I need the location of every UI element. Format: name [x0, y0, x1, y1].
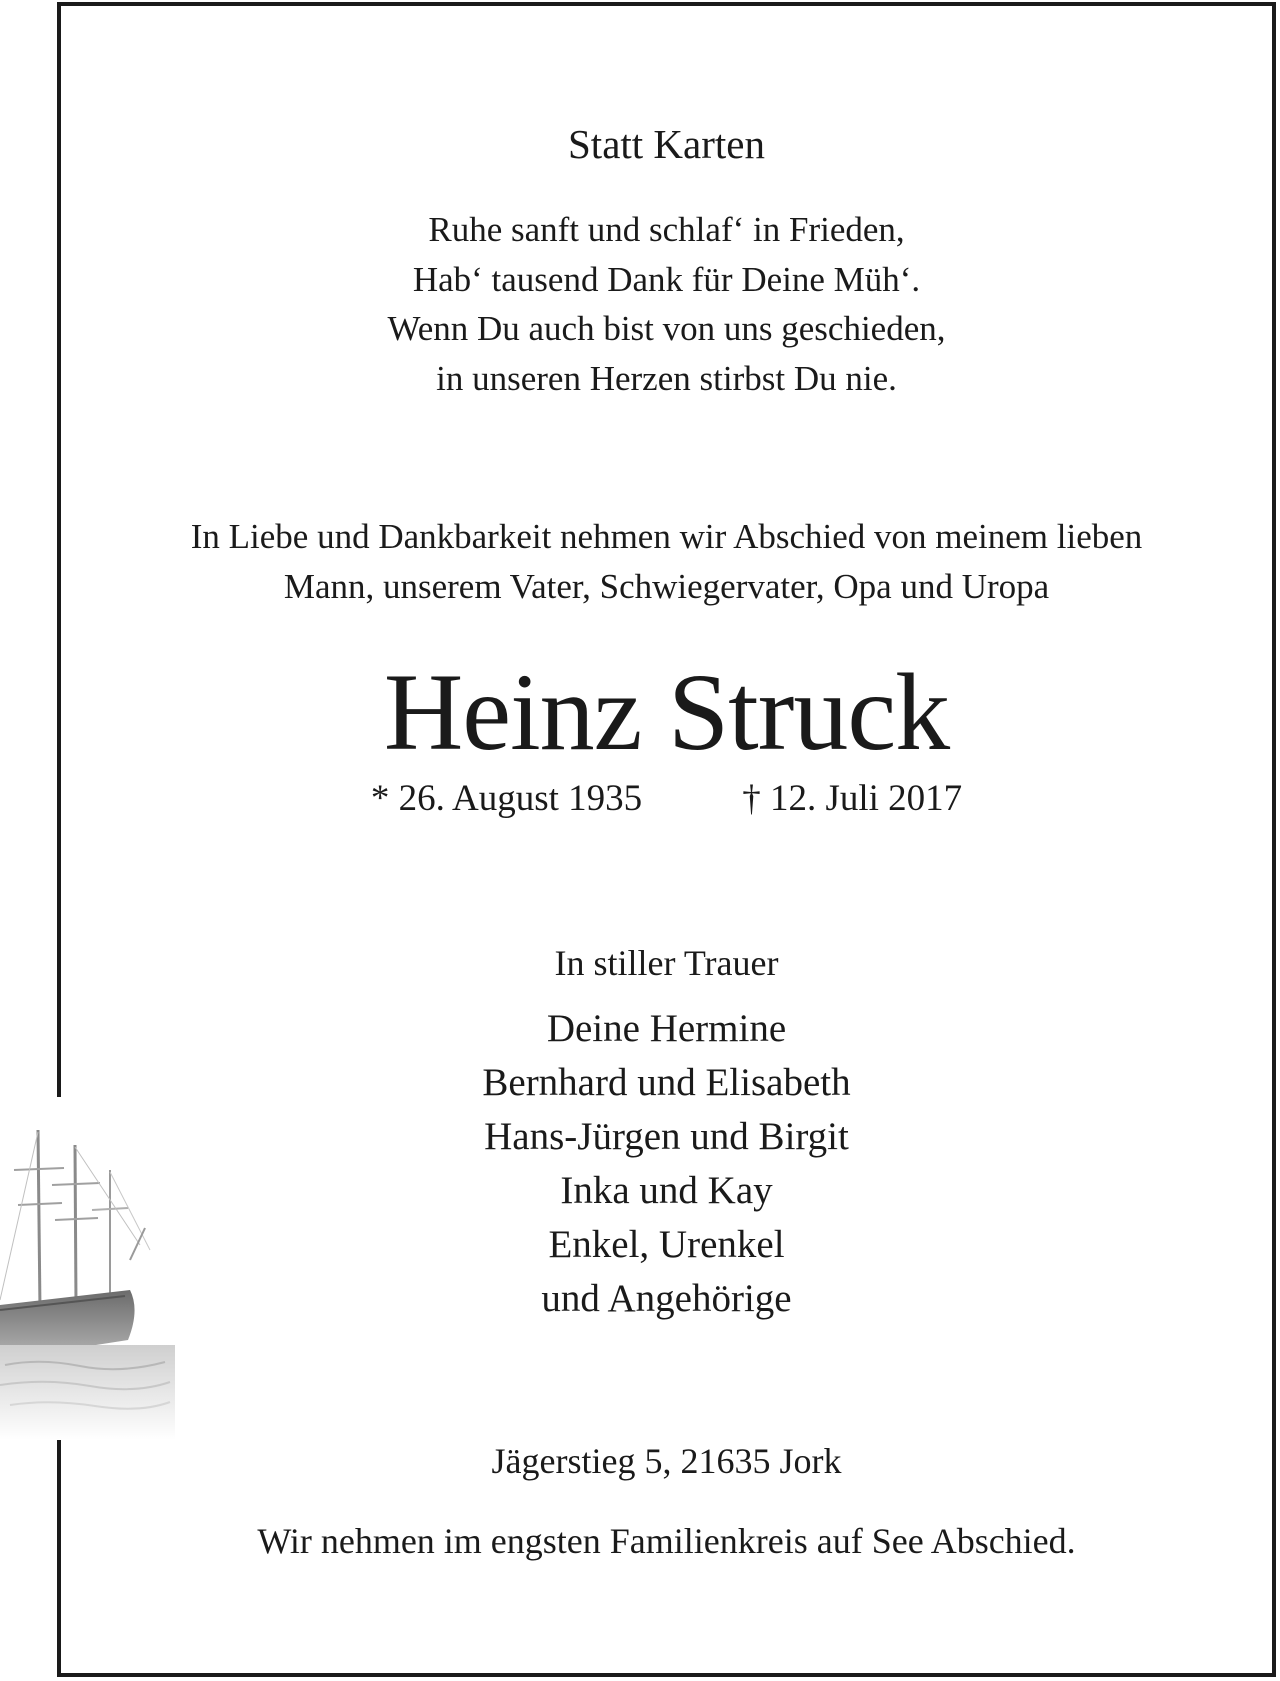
birth-date: * 26. August 1935: [370, 778, 643, 819]
deceased-name: Heinz Struck: [383, 651, 950, 773]
address: Jägerstieg 5, 21635 Jork: [491, 1441, 842, 1481]
notice-heading: Statt Karten: [568, 121, 765, 167]
closing-note: Wir nehmen im engsten Familienkreis auf See Abschied.: [257, 1521, 1076, 1561]
farewell-intro-line: Mann, unserem Vater, Schwiegervater, Opa und Uropa: [283, 566, 1050, 606]
mourner-name: Hans-Jürgen und Birgit: [484, 1115, 849, 1158]
poem-line: Wenn Du auch bist von uns geschieden,: [387, 309, 946, 348]
mourner-name: Enkel, Urenkel: [548, 1223, 785, 1266]
life-dates: [61, 777, 1272, 820]
mourner-name: Deine Hermine: [546, 1007, 787, 1050]
mourners-intro: In stiller Trauer: [554, 943, 779, 983]
frame-border-top: [57, 2, 1276, 6]
poem-line: Ruhe sanft und schlaf‘ in Frieden,: [428, 210, 905, 249]
poem: [61, 205, 1272, 403]
farewell-intro: [61, 512, 1272, 611]
mourner-name: Inka und Kay: [560, 1169, 773, 1212]
frame-border-bottom: [57, 1673, 1276, 1677]
mourner-name: Bernhard und Elisabeth: [482, 1061, 851, 1104]
mourner-name: und Angehörige: [541, 1277, 792, 1320]
farewell-intro-line: In Liebe und Dankbarkeit nehmen wir Abschied von meinem lieben: [190, 517, 1143, 556]
poem-line: in unseren Herzen stirbst Du nie.: [436, 358, 897, 398]
frame-border-right: [1272, 2, 1276, 1677]
mourners-list: [61, 1002, 1272, 1326]
death-date: † 12. Juli 2017: [742, 778, 963, 819]
poem-line: Hab‘ tausend Dank für Deine Müh‘.: [412, 259, 921, 299]
